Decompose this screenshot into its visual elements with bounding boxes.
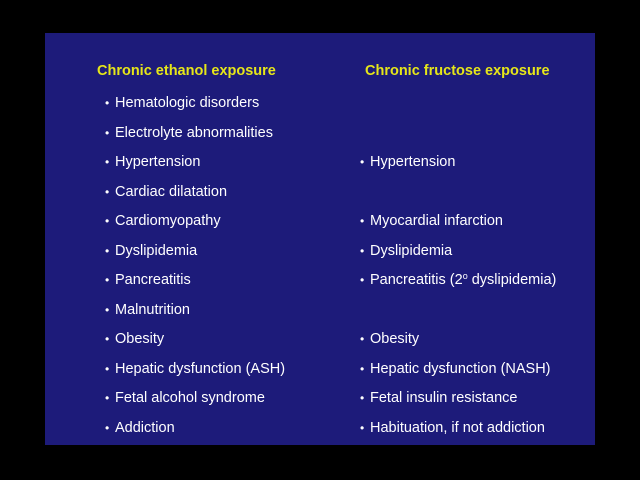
bullet-icon: • bbox=[105, 420, 110, 435]
ethanol-column-heading: Chronic ethanol exposure bbox=[97, 63, 276, 79]
list-item bbox=[360, 241, 556, 271]
list-item bbox=[105, 93, 285, 123]
list-item bbox=[105, 418, 285, 448]
list-item-text: Fetal alcohol syndrome bbox=[115, 390, 265, 406]
list-item bbox=[360, 270, 556, 300]
list-item bbox=[105, 359, 285, 389]
list-item-empty bbox=[360, 123, 556, 153]
list-item bbox=[105, 182, 285, 212]
list-item-text: Hypertension bbox=[115, 154, 201, 170]
bullet-icon: • bbox=[360, 391, 365, 405]
list-item-text: Hepatic dysfunction (ASH) bbox=[115, 360, 286, 377]
bullet-icon: • bbox=[105, 214, 110, 228]
bullet-icon: • bbox=[360, 332, 365, 346]
list-item-text: Malnutrition bbox=[115, 301, 190, 318]
list-item-text: Myocardial infarction bbox=[370, 213, 503, 229]
bullet-icon: • bbox=[105, 302, 110, 317]
bullet-icon: • bbox=[105, 155, 110, 169]
list-item-text: Dyslipidemia bbox=[370, 242, 453, 259]
bullet-icon: • bbox=[360, 243, 365, 258]
list-item-text: Hepatic dysfunction (NASH) bbox=[370, 360, 551, 377]
list-item bbox=[105, 329, 285, 359]
list-item-text: Electrolyte abnormalities bbox=[115, 124, 273, 141]
superscript-degree: o bbox=[462, 271, 468, 281]
list-item bbox=[105, 388, 285, 418]
list-item-text: Cardiac dilatation bbox=[115, 183, 228, 200]
list-item-empty bbox=[360, 300, 556, 330]
list-item-text: Hematologic disorders bbox=[115, 95, 260, 111]
list-item bbox=[360, 329, 556, 359]
bullet-icon: • bbox=[360, 214, 365, 228]
list-item bbox=[360, 388, 556, 418]
fructose-column-heading: Chronic fructose exposure bbox=[365, 63, 550, 79]
bullet-icon: • bbox=[360, 420, 365, 435]
list-item bbox=[105, 241, 285, 271]
list-item bbox=[360, 418, 556, 448]
slide bbox=[45, 33, 595, 445]
list-item-text: Pancreatitis (2 bbox=[370, 272, 463, 288]
bullet-icon: • bbox=[105, 391, 110, 405]
bullet-icon: • bbox=[105, 243, 110, 258]
list-item-text-suffix: dyslipidemia) bbox=[467, 272, 557, 288]
bullet-icon: • bbox=[105, 96, 110, 110]
list-item-text: Pancreatitis bbox=[115, 272, 191, 288]
list-item bbox=[360, 152, 556, 182]
list-item bbox=[105, 152, 285, 182]
bullet-icon: • bbox=[360, 273, 365, 287]
list-item-empty bbox=[360, 182, 556, 212]
list-item bbox=[360, 359, 556, 389]
bullet-icon: • bbox=[105, 125, 110, 140]
list-item-text: Hypertension bbox=[370, 154, 456, 170]
fructose-effects-list bbox=[360, 93, 556, 447]
list-item-empty bbox=[360, 93, 556, 123]
list-item bbox=[360, 211, 556, 241]
list-item-text: Dyslipidemia bbox=[115, 242, 198, 259]
list-item bbox=[105, 211, 285, 241]
bullet-icon: • bbox=[105, 361, 110, 376]
list-item-text: Fetal insulin resistance bbox=[370, 390, 518, 406]
list-item-text: Obesity bbox=[370, 331, 420, 347]
list-item bbox=[105, 123, 285, 153]
list-item-text: Habituation, if not addiction bbox=[370, 419, 545, 436]
ethanol-effects-list bbox=[105, 93, 285, 447]
bullet-icon: • bbox=[360, 155, 365, 169]
bullet-icon: • bbox=[360, 361, 365, 376]
list-item-text: Obesity bbox=[115, 331, 165, 347]
list-item-text: Cardiomyopathy bbox=[115, 213, 221, 229]
bullet-icon: • bbox=[105, 273, 110, 287]
bullet-icon: • bbox=[105, 184, 110, 199]
list-item bbox=[105, 300, 285, 330]
list-item bbox=[105, 270, 285, 300]
bullet-icon: • bbox=[105, 332, 110, 346]
list-item-text: Addiction bbox=[115, 419, 175, 436]
